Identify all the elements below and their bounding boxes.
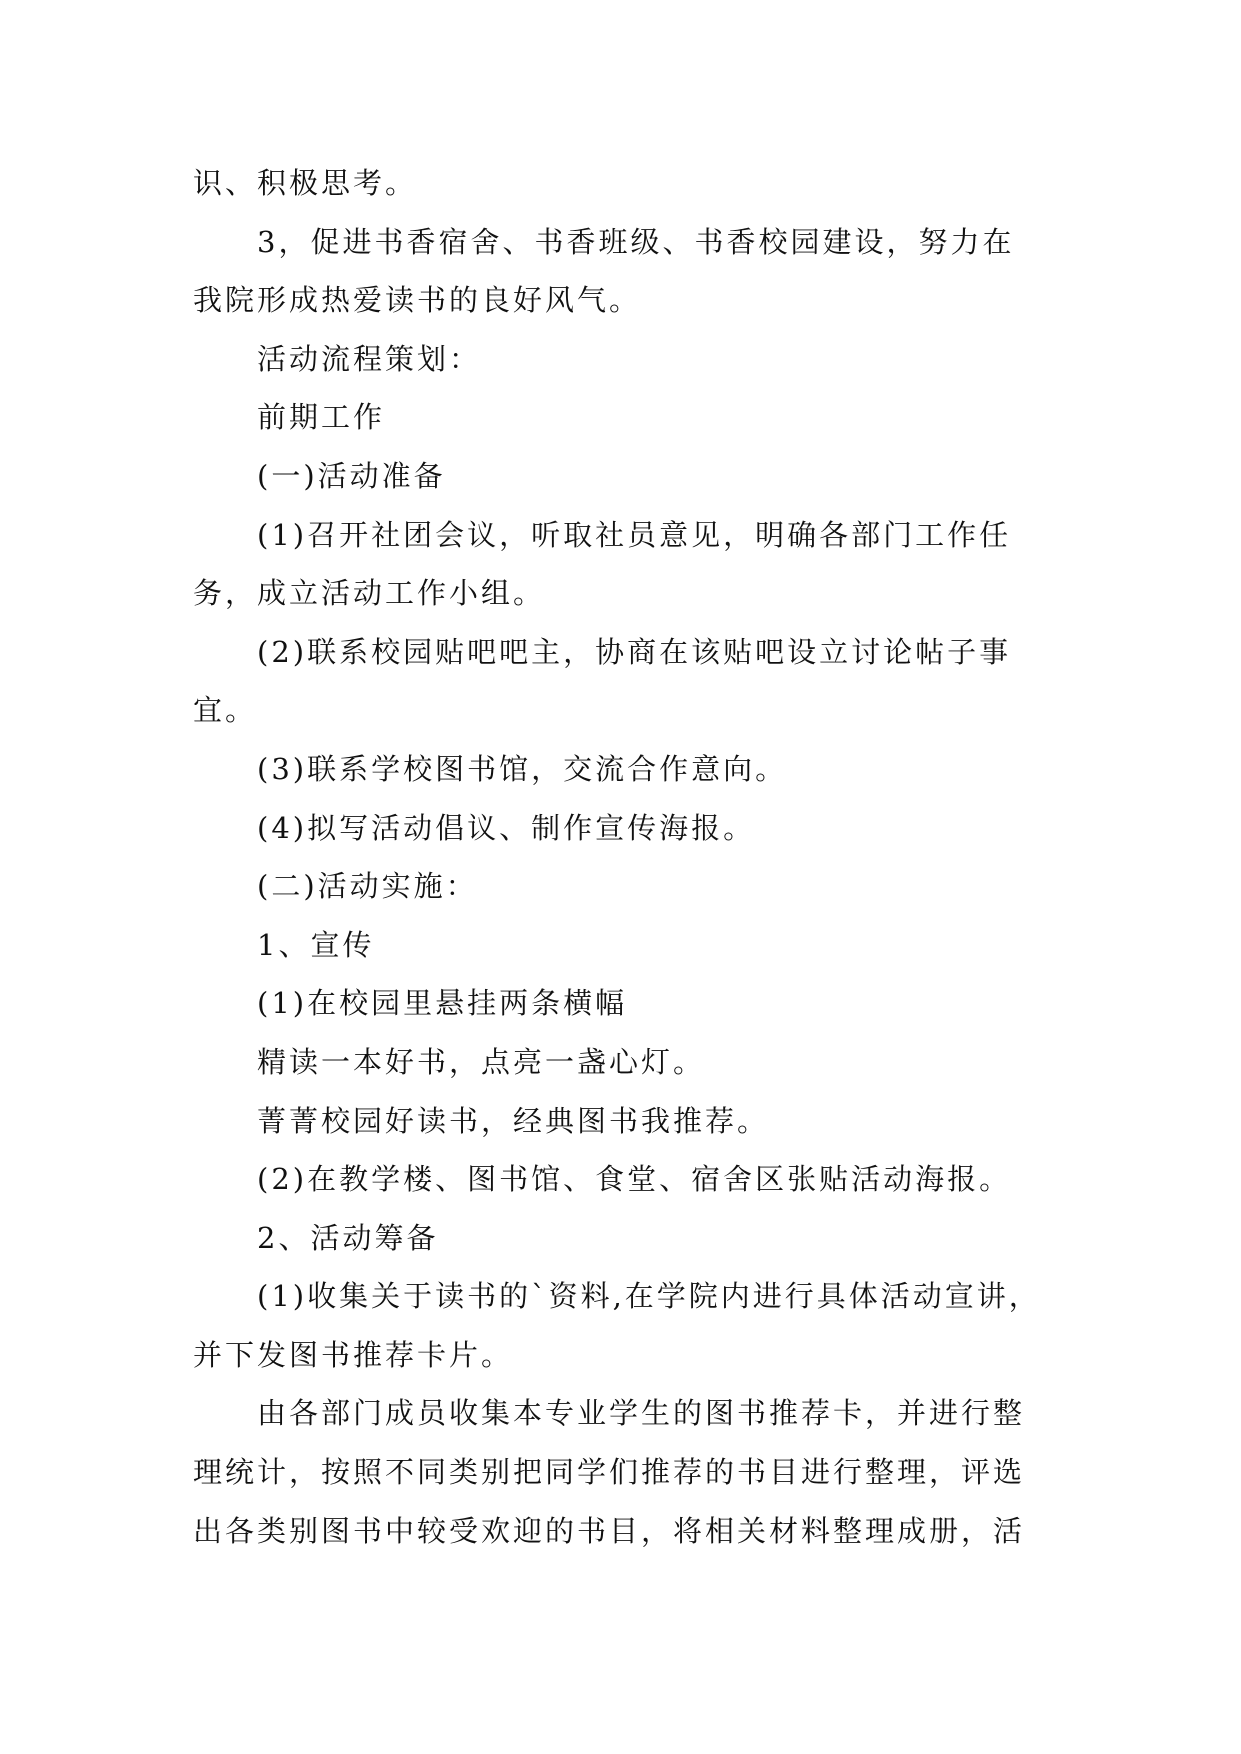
document-line: 2、活动筹备	[257, 1220, 439, 1255]
document-line: 菁菁校园好读书，经典图书我推荐。	[257, 1103, 770, 1138]
document-line: (3)联系学校图书馆，交流合作意向。	[257, 751, 788, 786]
document-body	[193, 154, 1059, 1560]
document-line: (一)活动准备	[257, 458, 446, 493]
document-line: (二)活动实施：	[257, 869, 478, 904]
document-line: 务，成立活动工作小组。	[193, 576, 546, 611]
document-line: 宜。	[193, 693, 258, 728]
document-line: (1)召开社团会议，听取社员意见，明确各部门工作任	[257, 517, 1012, 552]
document-line: 识、积极思考。	[193, 166, 418, 200]
document-line: 理统计，按照不同类别把同学们推荐的书目进行整理，评选	[193, 1455, 1026, 1490]
document-line: 由各部门成员收集本专业学生的图书推荐卡，并进行整	[257, 1396, 1026, 1431]
document-line: (1)收集关于读书的`资料,在学院内进行具体活动宣讲，	[257, 1279, 1041, 1314]
document-line: (2)联系校园贴吧吧主，协商在该贴吧设立讨论帖子事	[257, 634, 1012, 669]
document-line: (2)在教学楼、图书馆、食堂、宿舍区张贴活动海报。	[257, 1162, 1012, 1197]
document-line: 前期工作	[257, 400, 386, 435]
document-line: 3，促进书香宿舍、书香班级、书香校园建设，努力在	[257, 224, 1015, 259]
document-line: 我院形成热爱读书的良好风气。	[193, 283, 642, 318]
document-line: 1、宣传	[257, 927, 375, 962]
document-line: 活动流程策划：	[257, 341, 482, 376]
document-line: 并下发图书推荐卡片。	[193, 1337, 514, 1372]
document-line: 出各类别图书中较受欢迎的书目，将相关材料整理成册，活	[193, 1513, 1026, 1548]
document-line: (1)在校园里悬挂两条横幅	[257, 986, 628, 1021]
document-line: (4)拟写活动倡议、制作宣传海报。	[257, 810, 756, 845]
document-line: 精读一本好书，点亮一盏心灯。	[257, 1044, 706, 1079]
